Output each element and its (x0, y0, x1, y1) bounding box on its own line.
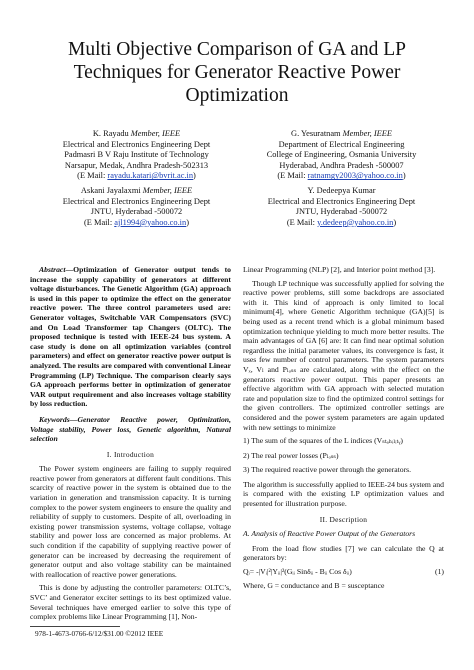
body-paragraph: The Power system engineers are failing to supply required reactive power from generators at different fault conditions. This scarcity of reactive power in the system is obtained due to the variation in generation and transmission capacity. It is turning complex to the power system engineers to ensure the quality and reliability of supply to customers. Despite of all, overloading in existing power transmission systems, voltage collapse, voltage stability and power loss are concerned as major problems. At such condition if the capability of supplying reactive power of generator can be increased by decreasing the requirement of generator output and also voltage stability can be maintained with reallocation of reactive power generations. (30, 464, 231, 579)
email-suffix: ) (402, 171, 406, 181)
list-item: 1) The sum of the squares of the L indices (Vₛₜₐₕᵢₗᵢₜᵧ) (243, 436, 403, 446)
equation-body: Qᵢ= -|Vᵢ|²|Yᵢᵢ|²(Gᵢᵢ Sinδᵢᵢ - Bᵢᵢ Cos δᵢᵢ) (243, 567, 352, 577)
footer-rule (30, 626, 120, 627)
author-role: Member, IEEE (342, 129, 392, 138)
body-paragraph: The algorithm is successfully applied to IEEE-24 bus system and is compared with the existing LP optimization values and presented for illustration purpose. (243, 479, 444, 509)
author-affiliation: Department of Electrical Engineering (278, 139, 405, 149)
email-prefix: (E Mail: (84, 217, 115, 227)
author-4 (239, 186, 444, 228)
author-affiliation: Narsapur, Medak, Andhra Pradesh-502313 (64, 160, 209, 170)
author-affiliation: Electrical and Electronics Engineering Dept (62, 196, 211, 206)
email-suffix: ) (186, 217, 189, 227)
author-affiliation: Hyderabad, Andhra Pradesh -500007 (279, 160, 404, 170)
left-column (30, 265, 231, 626)
author-email-link[interactable]: rayadu.katari@bvrit.ac.in (107, 171, 194, 181)
subsection-heading: A. Analysis of Reactive Power Output of the Generators (243, 529, 416, 539)
body-paragraph: Where, G = conductance and B = susceptance (243, 580, 385, 590)
keywords (30, 415, 231, 444)
author-name: K. Rayadu (92, 129, 129, 138)
author-email-link[interactable]: ratnamgy2003@yahoo.co.in (307, 171, 403, 181)
body-paragraph: Linear Programming (NLP) [2], and Interior point method [3]. (243, 265, 436, 274)
author-name: Askani Jayalaxmi (80, 186, 141, 195)
author-affiliation: Electrical and Electronics Engineering Dept (267, 196, 416, 206)
author-affiliation: College of Engineering, Osmania University (266, 150, 417, 160)
author-affiliation: Padmasri B V Raju Institute of Technology (64, 150, 209, 160)
author-3 (34, 186, 239, 228)
title-line: Techniques for Generator Reactive Power (73, 62, 401, 83)
email-prefix: (E Mail: (77, 171, 108, 181)
abstract (30, 265, 231, 409)
list-item: 3) The required reactive power through the generators. (243, 465, 412, 475)
email-suffix: ) (393, 217, 397, 227)
equation (243, 567, 444, 577)
abstract-text: —Optimization of Generator output tends to increase the supply capability of generators at different voltage disturbances. The Genetic Algorithm (GA) approach is used in this paper to optimize the effect on the generator reactive power. The three control parameters used are: Generator voltages, Switchable VAR Compensators (SVC) and On Load Transformer tap Changers (OLTC). The proposed technique is tested with IEEE-24 bus system. A case study is done on all optimization variables (control parameters) and effect on generator reactive power output is analyzed. The results are compared with conventional Linear Programming (LP) Technique. The comparison clearly says GA approach performs better in optimization of generator VAR output requirement and also increases voltage stability by loss reduction. (30, 265, 231, 409)
list-item: 2) The real power losses (Pₗₒₛₛ) (243, 450, 339, 460)
author-affiliation: JNTU, Hyderabad -500072 (90, 207, 183, 217)
author-email-link[interactable]: ajl1994@yahoo.co.in (114, 217, 187, 227)
author-role: Member, IEEE (142, 186, 193, 195)
author-name: Y. Dedeepya Kumar (307, 186, 376, 195)
author-2 (239, 129, 444, 182)
keywords-text: —Generator Reactive power, Optimization, Voltage stability, Power loss, Genetic algorithm, Natural selection (30, 414, 231, 444)
keywords-label: Keywords (39, 414, 70, 424)
title-line: Multi Objective Comparison of GA and LP (68, 39, 406, 60)
section-heading: I. Introduction (106, 449, 155, 459)
author-name: G. Yesuratnam (291, 129, 341, 138)
author-email-link[interactable]: y.dedeep@yahoo.co.in (317, 217, 394, 227)
copyright-footer: 978-1-4673-0766-6/12/$31.00 ©2012 IEEE (35, 629, 164, 638)
body-paragraph: This is done by adjusting the controller parameters: OLTC’s, SVC’ and Generator exciter settings to its best optimized value. Several techniques have emerged earlier to solve this type of complex problems like Linear Programming [1], Non- (30, 583, 231, 622)
email-suffix: ) (193, 171, 196, 181)
equation-number: (1) (435, 567, 444, 577)
author-1 (34, 129, 239, 182)
author-affiliation: JNTU, Hyderabad -500072 (295, 207, 388, 217)
right-column (243, 265, 444, 594)
body-paragraph: From the load flow studies [7] we can calculate the Q at generators by: (243, 543, 444, 563)
author-role: Member, IEEE (130, 129, 181, 138)
author-affiliation: Electrical and Electronics Engineering Dept (62, 139, 211, 149)
paper-title (30, 38, 444, 107)
body-paragraph: Though LP technique was successfully applied for solving the reactive power problems, still some backdrops are associated with it. This kind of approach is only limited to local minimum[4], where Genetic Algorithm technique (GA)[5] is being used as a recent trend which is a global minimum based optimization technique yielding to much more better results. The main advantages of GA [6] are: It can find near optimal solution regardless the initial parameter values, its convergence is fast, it uses few number of control parameters. The system parameters Vₓ, Vₗ and Pₗₒₛₛ are calculated, along with the effect on the generators reactive power output. This paper presents an effective algorithm with GA approach with selected mutation rate and population size to find the optimized control settings for the given controllers. The optimized controller settings are considered and the power system parameters are again updated with new settings to minimize (243, 278, 444, 432)
email-prefix: (E Mail: (277, 171, 308, 181)
abstract-label: Abstract (39, 265, 66, 274)
title-line: Optimization (185, 85, 289, 106)
email-prefix: (E Mail: (286, 217, 318, 227)
section-heading: II. Description (319, 514, 368, 524)
